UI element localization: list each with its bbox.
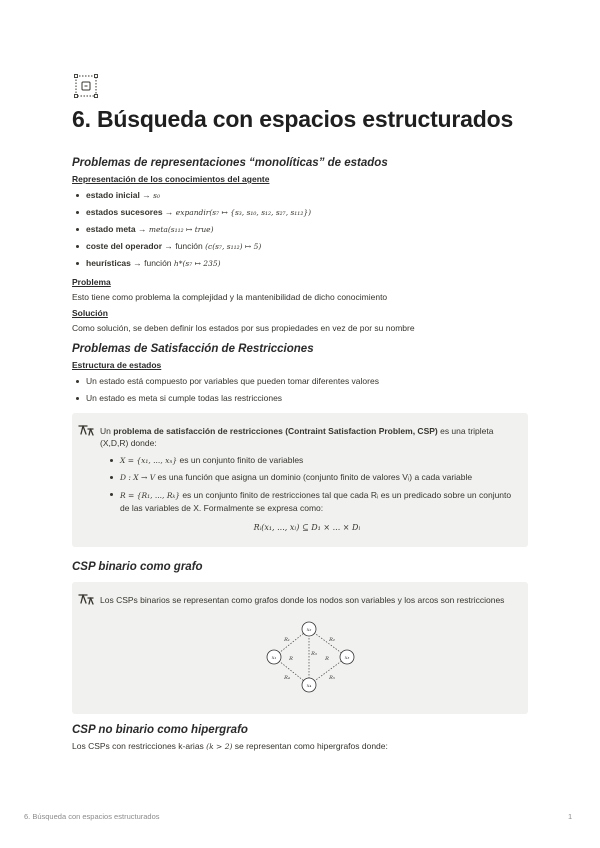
list-item: heurísticas → función h*(s₇ ↦ 235): [72, 255, 311, 272]
problem-text: Esto tiene como problema la complejidad y la mantenibilidad de dicho conocimiento: [72, 292, 388, 302]
list-item: estados sucesores → expandir(s₇ ↦ {s₃, s₁₀, s₁₂, s₂₇, s₁₁₂}): [72, 204, 311, 221]
structure-list: [72, 373, 379, 407]
csp-components-list: [106, 452, 514, 514]
region-label: R: [289, 656, 293, 662]
section-sublabel-structure: Estructura de estados: [72, 360, 162, 370]
edge-label: R₅: [329, 675, 335, 681]
node-label: x₁: [271, 655, 277, 661]
graph-icon: [78, 592, 94, 606]
list-item: estado meta → meta(s₁₁₂ ↦ true): [72, 221, 311, 238]
section-heading-binary-graph: CSP binario como grafo: [72, 561, 203, 573]
section-heading-csp: Problemas de Satisfacción de Restricciones: [72, 343, 314, 355]
edge-label: R₃: [311, 651, 317, 657]
list-item: D : X → V es una función que asigna un dominio (conjunto finito de valores Vᵢ) a cada variable: [106, 469, 514, 486]
solution-label: Solución: [72, 308, 108, 318]
node-label: x₄: [306, 683, 312, 689]
solution-text: Como solución, se deben definir los estados por sus propiedades en vez de por su nombre: [72, 323, 415, 333]
list-item: X = {x₁, ..., xₙ} es un conjunto finito de variables: [106, 452, 514, 469]
binary-csp-callout: [72, 582, 528, 714]
edge-label: R₄: [284, 675, 290, 681]
region-label: R: [325, 656, 329, 662]
section-heading-monolithic: Problemas de representaciones “monolíticas” de estados: [72, 157, 388, 169]
csp-definition-callout: [72, 413, 528, 547]
list-item: R = {R₁, ..., Rₖ} es un conjunto finito de restricciones tal que cada Rᵢ es un predicado sobre un conjunto de las variables de X. Formalmente se expresa como:: [106, 486, 514, 514]
edge-label: R₁: [284, 637, 290, 643]
page-number: 1: [568, 812, 573, 821]
node-label: x₂: [306, 627, 312, 633]
section-sublabel-knowledge: Representación de los conocimientos del agente: [72, 174, 270, 184]
selection-icon: [74, 74, 98, 98]
problem-label: Problema: [72, 277, 111, 287]
constraint-graph: [254, 617, 364, 697]
knowledge-list: [72, 187, 311, 272]
hypergraph-text: Los CSPs con restricciones k-arias (k > 2) se representan como hipergrafos donde:: [72, 741, 388, 751]
constraint-formula: Rᵢ(x₁, ..., xₗ) ⊆ D₁ × ... × Dₗ: [253, 523, 361, 532]
node-label: x₃: [344, 655, 350, 661]
graph-icon: [78, 423, 94, 437]
binary-csp-text: Los CSPs binarios se representan como grafos donde los nodos son variables y los arcos son restricciones: [100, 595, 505, 605]
edge-label: R₂: [329, 637, 335, 643]
csp-definition-text: Un problema de satisfacción de restricciones (Contraint Satisfaction Problem, CSP) es una tripleta (X,D,R) donde: X = {x₁, ..., xₙ} es un conjunto finito de variables D : X → V es una función que asigna un dominio (conjunto finito de valores Vᵢ) a cada variable R = {R₁, ..., Rₖ} es un conjunto finito de restricciones tal que cada Rᵢ es un predicado sobre un conjunto de las variables de X. Formalmente se expresa como: Rᵢ(x₁, ..., xₗ) ⊆ D₁ × ... × Dₗ: [100, 425, 514, 534]
list-item: estado inicial → s₀: [72, 187, 311, 204]
list-item: Un estado es meta si cumple todas las restricciones: [72, 390, 379, 407]
page-title: 6. Búsqueda con espacios estructurados: [72, 106, 514, 132]
page-icon: [74, 74, 98, 98]
list-item: Un estado está compuesto por variables que pueden tomar diferentes valores: [72, 373, 379, 390]
section-heading-hypergraph: CSP no binario como hipergrafo: [72, 724, 248, 736]
footer-title: 6. Búsqueda con espacios estructurados: [24, 812, 160, 821]
list-item: coste del operador → función (c(s₇, s₁₁₂) ↦ 5): [72, 238, 311, 255]
